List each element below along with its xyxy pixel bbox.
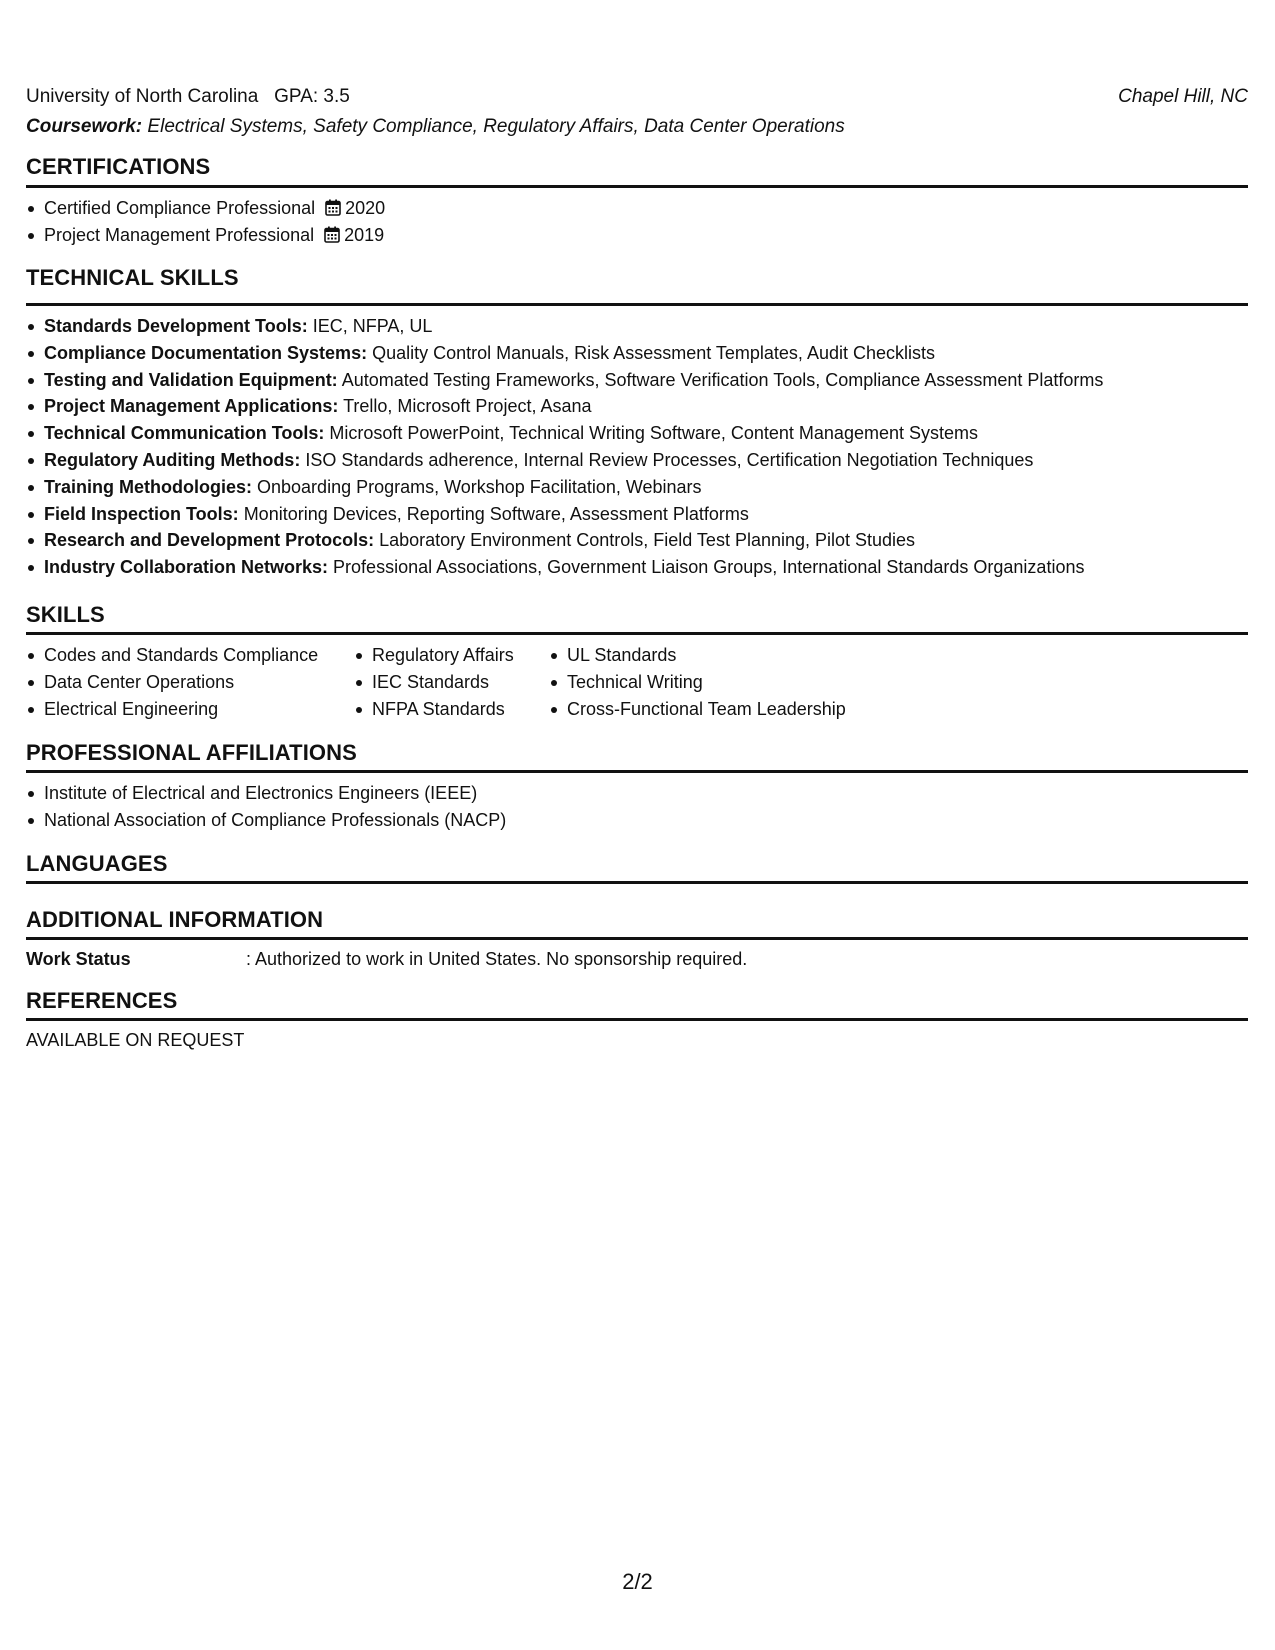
coursework-label: Coursework: [26,116,143,137]
skill-item: Technical Writing [549,669,846,696]
technical-skill-item [26,474,1103,501]
skill-item: Codes and Standards Compliance [26,642,318,669]
technical-skill-value: Automated Testing Frameworks, Software Verification Tools, Compliance Assessment Platforms [341,369,1104,390]
education-school-line [26,84,350,110]
section-title-references: REFERENCES [26,988,178,1013]
technical-skill-value: Quality Control Manuals, Risk Assessment Templates, Audit Checklists [372,342,935,363]
section-divider [26,1018,1248,1021]
technical-skill-label: Standards Development Tools: [44,316,308,336]
school-name: University of North Carolina [26,86,259,107]
technical-skill-item [26,313,1103,340]
resume-page [26,0,1248,1650]
technical-skill-item [26,367,1103,394]
technical-skill-value: Laboratory Environment Controls, Field Test Planning, Pilot Studies [379,530,916,551]
affiliation-item: National Association of Compliance Professionals (NACP) [26,807,506,834]
affiliations-section [26,739,1248,830]
technical-skill-value: Monitoring Devices, Reporting Software, Assessment Platforms [243,503,749,524]
skills-column [549,642,846,722]
certification-year: 2020 [345,198,386,218]
certification-item [26,195,385,222]
page-number: 2/2 [622,1569,653,1594]
work-status-label: Work Status [26,949,131,969]
affiliation-item: Institute of Electrical and Electronics Engineers (IEEE) [26,780,506,807]
skills-section [26,601,1248,719]
technical-skill-value: IEC, NFPA, UL [312,316,433,336]
technical-skill-item [26,420,1103,447]
certifications-section [26,153,1248,245]
work-status-row [26,946,1248,972]
section-divider [26,881,1248,884]
education-row [26,84,1248,110]
section-title-languages: LANGUAGES [26,851,168,876]
skill-item: NFPA Standards [354,696,514,723]
technical-skill-label: Field Inspection Tools: [44,503,239,524]
technical-skill-value: ISO Standards adherence, Internal Review Processes, Certification Negotiation Techniques [305,449,1034,470]
school-location: Chapel Hill, NC [1118,86,1248,107]
technical-skill-item [26,447,1103,474]
technical-skill-value: Microsoft PowerPoint, Technical Writing Software, Content Management Systems [329,423,978,444]
languages-section [26,850,1248,878]
technical-skill-label: Research and Development Protocols: [44,530,375,551]
calendar-icon [325,199,341,216]
section-divider [26,632,1248,635]
school-gpa: GPA: 3.5 [274,86,350,107]
skill-item: Regulatory Affairs [354,642,514,669]
calendar-icon [324,226,340,243]
certification-year: 2019 [344,224,385,245]
technical-skill-item [26,527,1103,554]
references-section [26,987,1248,1050]
technical-skill-item [26,554,1103,581]
technical-skills-list [26,313,1103,581]
skills-grid [26,642,1248,726]
skills-column [354,642,514,722]
technical-skill-label: Project Management Applications: [44,396,339,417]
section-divider [26,185,1248,188]
technical-skill-label: Testing and Validation Equipment: [44,369,338,390]
technical-skill-label: Compliance Documentation Systems: [44,342,368,363]
skills-column [26,642,318,722]
additional-info-section [26,906,1248,969]
technical-skill-value: Professional Associations, Government Liaison Groups, International Standards Organizations [333,557,1085,578]
skill-item: Cross-Functional Team Leadership [549,696,846,723]
certification-name: Project Management Professional [44,224,315,245]
section-title-affiliations: PROFESSIONAL AFFILIATIONS [26,740,357,765]
section-divider [26,303,1248,306]
section-title-technical-skills: TECHNICAL SKILLS [26,265,239,290]
certification-item [26,222,385,249]
certifications-list [26,195,385,249]
technical-skill-label: Technical Communication Tools: [44,423,325,444]
technical-skill-item [26,501,1103,528]
section-divider [26,770,1248,773]
coursework-line [26,114,845,140]
technical-skill-label: Training Methodologies: [44,476,252,497]
section-title-skills: SKILLS [26,602,105,627]
skill-item: Electrical Engineering [26,696,318,723]
technical-skill-item [26,393,1103,420]
technical-skill-item [26,340,1103,367]
certification-name: Certified Compliance Professional [44,198,316,218]
skill-item: IEC Standards [354,669,514,696]
technical-skill-label: Industry Collaboration Networks: [44,557,329,578]
technical-skill-value: Onboarding Programs, Workshop Facilitation, Webinars [257,476,702,497]
section-divider [26,937,1248,940]
section-title-certifications: CERTIFICATIONS [26,154,211,179]
technical-skill-label: Regulatory Auditing Methods: [44,449,301,470]
affiliations-list [26,780,506,834]
skill-item: Data Center Operations [26,669,318,696]
coursework-list: Electrical Systems, Safety Compliance, Regulatory Affairs, Data Center Operations [147,116,845,137]
references-text: AVAILABLE ON REQUEST [26,1030,245,1050]
work-status-value: : Authorized to work in United States. No sponsorship required. [246,949,748,969]
technical-skills-section [26,264,1248,578]
skill-item: UL Standards [549,642,846,669]
section-title-additional-info: ADDITIONAL INFORMATION [26,907,324,932]
technical-skill-value: Trello, Microsoft Project, Asana [343,396,592,417]
